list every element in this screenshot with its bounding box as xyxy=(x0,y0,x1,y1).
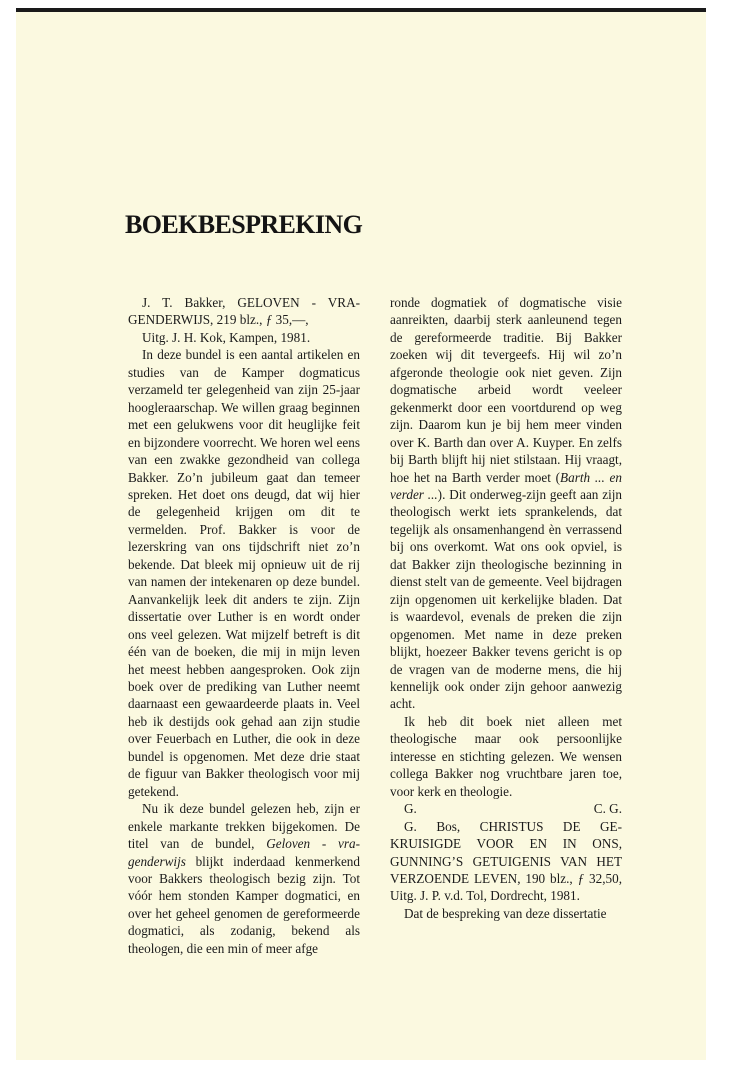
review-1-paragraph-2-part-1: Nu ik deze bundel gelezen heb, zijn er enkele markante trekken bijgekomen. De titel van de bundel, Geloven - vragenderwijs blijkt inderdaad kenmerkend voor Bakkers theologisch bezig zijn. Tot vóór hem stonden Kamper dogmatici, en over het geheel genomen de gereformeerde dogmatici, als zodanig, bekend als theologen, die een min of meer afge xyxy=(128,801,360,956)
review-2-first-line: Dat de bespreking van deze dissertatie xyxy=(404,905,607,921)
page xyxy=(16,8,706,1060)
review-2-header: G. Bos, CHRISTUS DE GEKRUISIGDE VOOR EN IN ONS, GUNNING’S GETUIGENIS VAN HET VERZOENDE LEVEN, 190 blz., ƒ 32,50, Uitg. J. P. v.d. Tol, Dordrecht, 1981. xyxy=(390,818,623,904)
review-1-paragraph-1: In deze bundel is een aantal artikelen en studies van de Kamper dogmaticus verzameld ter gelegenheid van zijn 25-jaar hoogleraarschap. We willen graag beginnen met een gelukwens voor dit heuglijke feit en bijzondere voorrecht. We horen wel eens van een zwakke gezondheid van collega Bakker. Zo’n jubileum gaat dan temeer spreken. Het doet ons deugd, dat wij hier de gelegenheid krijgen om dit te vermelden. Prof. Bakker is voor de lezerskring van ons tijdschrift niet zo’n bekende. Dat bleek mij opnieuw uit de rij van namen der intekenaren op deze bundel. Aanvankelijk leek dit anders te zijn. Zijn dissertatie over Luther is en wordt onder ons veel gelezen. Wat mijzelf betreft is dit één van de boeken, die mij in mijn leven het meest hebben aangesproken. Ook zijn boek over de prediking van Luther neemt daarnaast een gewaardeerde plaats in. Veel heb ik destijds ook gehad aan zijn studie over Feuerbach en Luther, die ook in deze bundel is opgenomen. Met deze drie staat de figuur van Bakker theologisch voor mij getekend. xyxy=(128,347,360,799)
signature-left: G. xyxy=(404,801,417,817)
review-1-paragraph-2-part-2: ronde dogmatiek of dogmatische visie aanreikten, daarbij sterk aanleunend tegen de gereformeerde traditie. Bij Bakker zoeken wij dit tevergeefs. Hij wil zo’n afgeronde theologie ook niet geven. Zijn dogmatische arbeid wordt veeleer gekenmerkt door een voortdurend op weg zijn. Daarom kun je bij hem meer vinden over K. Barth dan over A. Kuyper. En zelfs bij Barth blijft hij niet stilstaan. Hij vraagt, hoe het na Barth verder moet (Barth ... en verder ...). Dit onderweg-zijn geeft aan zijn theologisch werkt iets sprankelends, dat tegelijk als onsamenhangend èn verrassend bij ons overkomt. Wat ons ook opviel, is dat Bakker zijn theologische bezinning in dienst stelt van de gemeente. Veel bijdragen zijn opgenomen uit kerkelijke bladen. Dat is waardevol, evenals de preken die zijn opgenomen. Met name in deze preken blijkt, hoezeer Bakker tevens gericht is op de vragen van de moderne mens, die hij kennelijk ook onder zijn gehoor aanwezig acht. xyxy=(390,295,622,712)
right-column xyxy=(390,294,622,922)
left-column xyxy=(128,294,360,957)
page-heading: BOEKBESPREKING xyxy=(125,210,363,239)
review-1-paragraph-3: Ik heb dit boek niet alleen met theologische maar ook persoonlijke interesse en stichting gelezen. We wensen collega Bakker nog vruchtbare jaren toe, voor kerk en theologie. xyxy=(390,713,622,799)
signature-right: C. G. xyxy=(593,801,622,817)
review-1-signature xyxy=(390,800,622,817)
review-1-header: J. T. Bakker, GELOVEN - VRAGENDERWIJS, 219 blz., ƒ 35,—, Uitg. J. H. Kok, Kampen, 1981. xyxy=(128,295,360,345)
